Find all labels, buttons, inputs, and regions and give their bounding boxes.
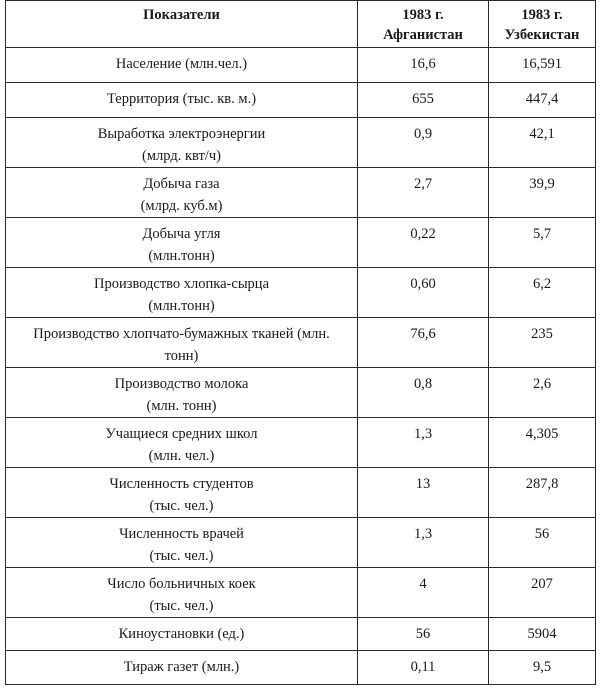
indicator-cell bbox=[6, 568, 358, 618]
afghanistan-value: 0,22 bbox=[358, 218, 489, 268]
indicator-label: (млн. чел.) bbox=[148, 448, 215, 464]
table-header-row bbox=[6, 1, 596, 48]
table-row bbox=[6, 468, 596, 518]
afghanistan-value: 1,3 bbox=[358, 418, 489, 468]
indicator-cell bbox=[6, 168, 358, 218]
uzbekistan-value: 9,5 bbox=[489, 651, 596, 685]
indicator-label: (млн. тонн) bbox=[146, 398, 217, 414]
table-row bbox=[6, 568, 596, 618]
indicator-cell bbox=[6, 218, 358, 268]
uzbekistan-value: 447,4 bbox=[489, 83, 596, 118]
indicator-label: (млрд. квт/ч) bbox=[142, 148, 221, 164]
indicator-label: Тираж газет (млн.) bbox=[123, 659, 240, 675]
table-row bbox=[6, 218, 596, 268]
afghanistan-value: 0,9 bbox=[358, 118, 489, 168]
indicator-cell bbox=[6, 468, 358, 518]
indicator-cell bbox=[6, 418, 358, 468]
indicator-label: Выработка электроэнергии bbox=[97, 126, 266, 142]
table-row bbox=[6, 118, 596, 168]
uzbekistan-value: 6,2 bbox=[489, 268, 596, 318]
uzbekistan-value: 16,591 bbox=[489, 48, 596, 83]
uzbekistan-value: 5904 bbox=[489, 618, 596, 651]
table-row bbox=[6, 368, 596, 418]
uzbekistan-value: 2,6 bbox=[489, 368, 596, 418]
indicator-label: Киноустановки (ед.) bbox=[118, 626, 245, 642]
uzbekistan-value: 56 bbox=[489, 518, 596, 568]
table-row bbox=[6, 318, 596, 368]
afghanistan-value: 56 bbox=[358, 618, 489, 651]
afghanistan-value: 0,11 bbox=[358, 651, 489, 685]
indicator-label: (млрд. куб.м) bbox=[140, 198, 223, 214]
afghanistan-value: 2,7 bbox=[358, 168, 489, 218]
indicator-cell bbox=[6, 368, 358, 418]
afghanistan-value: 1,3 bbox=[358, 518, 489, 568]
indicator-label: (тыс. чел.) bbox=[149, 498, 214, 514]
table-row bbox=[6, 618, 596, 651]
indicator-label: (тыс. чел.) bbox=[149, 598, 214, 614]
indicator-cell bbox=[6, 118, 358, 168]
indicator-label: (тыс. чел.) bbox=[149, 548, 214, 564]
uzbekistan-value: 287,8 bbox=[489, 468, 596, 518]
indicator-label: (млн.тонн) bbox=[148, 248, 215, 264]
indicator-label: Добыча газа bbox=[143, 176, 220, 192]
indicator-cell bbox=[6, 268, 358, 318]
indicator-cell bbox=[6, 318, 358, 368]
uzbekistan-value: 42,1 bbox=[489, 118, 596, 168]
indicator-cell bbox=[6, 518, 358, 568]
uzbekistan-value: 4,305 bbox=[489, 418, 596, 468]
table-body bbox=[6, 48, 596, 685]
indicator-label: Численность студентов bbox=[109, 476, 254, 492]
indicator-label: Производство хлопка-сырца bbox=[93, 276, 270, 292]
uzbekistan-value: 5,7 bbox=[489, 218, 596, 268]
afghanistan-value: 76,6 bbox=[358, 318, 489, 368]
comparison-table bbox=[5, 0, 596, 685]
table-row bbox=[6, 168, 596, 218]
indicator-label: (млн.тонн) bbox=[148, 298, 215, 314]
header-afghanistan: 1983 г. Афганистан bbox=[358, 1, 489, 48]
indicator-cell bbox=[6, 48, 358, 83]
uzbekistan-value: 39,9 bbox=[489, 168, 596, 218]
indicator-label: Территория (тыс. кв. м.) bbox=[106, 91, 257, 107]
uzbekistan-value: 207 bbox=[489, 568, 596, 618]
indicator-label: тонн) bbox=[164, 348, 199, 364]
header-uzbekistan: 1983 г. Узбекистан bbox=[489, 1, 596, 48]
afghanistan-value: 16,6 bbox=[358, 48, 489, 83]
indicator-cell bbox=[6, 651, 358, 685]
indicator-label: Производство хлопчато-бумажных тканей (млн. bbox=[33, 326, 330, 342]
header-indicators: Показатели bbox=[6, 1, 358, 48]
uzbekistan-value: 235 bbox=[489, 318, 596, 368]
indicator-cell bbox=[6, 618, 358, 651]
table-row bbox=[6, 651, 596, 685]
indicator-label: Численность врачей bbox=[119, 526, 244, 542]
afghanistan-value: 0,8 bbox=[358, 368, 489, 418]
afghanistan-value: 655 bbox=[358, 83, 489, 118]
indicator-cell bbox=[6, 83, 358, 118]
table-row bbox=[6, 268, 596, 318]
afghanistan-value: 0,60 bbox=[358, 268, 489, 318]
indicator-label: Число больничных коек bbox=[107, 576, 256, 592]
afghanistan-value: 13 bbox=[358, 468, 489, 518]
indicator-label: Население (млн.чел.) bbox=[115, 56, 248, 72]
afghanistan-value: 4 bbox=[358, 568, 489, 618]
indicator-label: Добыча угля bbox=[142, 226, 221, 242]
table-row bbox=[6, 48, 596, 83]
table-row bbox=[6, 518, 596, 568]
comparison-table-container bbox=[5, 0, 596, 685]
table-row bbox=[6, 418, 596, 468]
indicator-label: Производство молока bbox=[114, 376, 249, 392]
table-row bbox=[6, 83, 596, 118]
indicator-label: Учащиеся средних школ bbox=[105, 426, 258, 442]
